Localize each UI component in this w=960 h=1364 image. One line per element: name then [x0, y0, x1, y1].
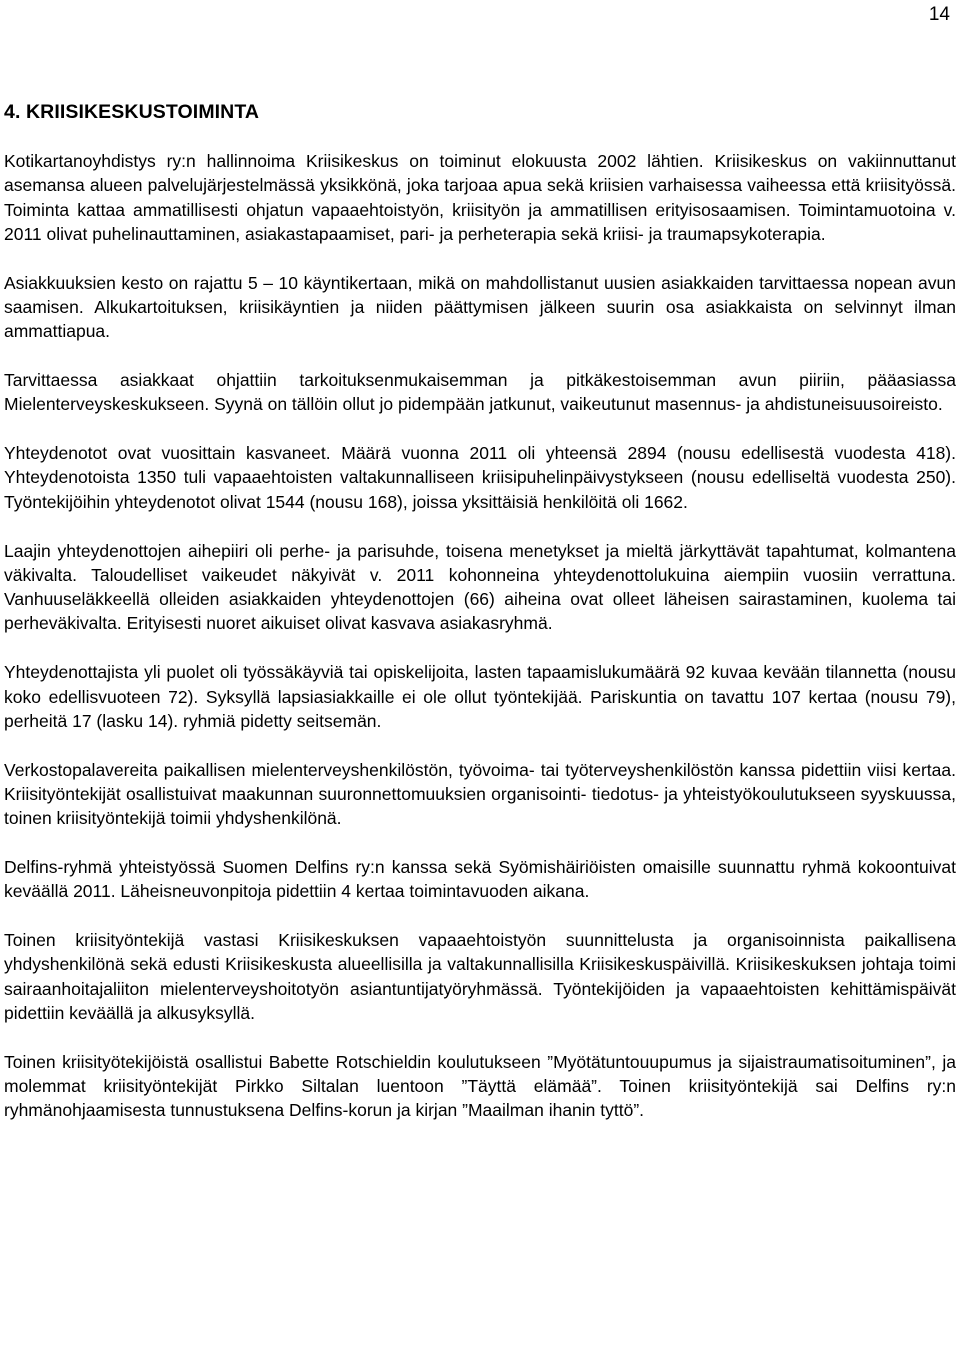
- paragraph-contact-counts: Yhteydenotot ovat vuosittain kasvaneet. Määrä vuonna 2011 oli yhteensä 2894 (nousu edellisestä vuodesta 418). Yhteydenotoista 1350 tuli vapaaehtoisten valtakunnalliseen kriisipuhelinpäivystykseen (nousu edelliseltä vuodesta 250). Työntekijöihin yhteydenotot olivat 1544 (nousu 168), joissa yksittäisiä henkilöitä oli 1662.: [4, 443, 956, 512]
- paragraph-network-meetings: Verkostopalavereita paikallisen mielenterveyshenkilöstön, työvoima- tai työterveyshenkilöstön kanssa pidettiin viisi kertaa. Kriisityöntekijät osallistuivat maakunnan suuronnettomuuksien organisointi- tiedotus- ja yhteistyökoulutukseen syyskuussa, toinen kriisityöntekijä toimii yhdyshenkilönä.: [4, 759, 956, 829]
- paragraph-training: Toinen kriisityötekijöistä osallistui Babette Rotschieldin koulutukseen ”Myötätuntouupumus ja sijaistraumatisoituminen”, ja molemmat kriisityöntekijät Pirkko Siltalan luentoon ”Täyttä elämää”. Toinen kriisityöntekijä sai Delfins ry:n ryhmänohjaamisesta tunnustuksena Delfins-korun ja kirjan ”Maailman ihanin tyttö”.: [4, 1051, 956, 1121]
- paragraph-volunteer-coordination: Toinen kriisityöntekijä vastasi Kriisikeskuksen vapaaehtoistyön suunnittelusta ja organisoinnista paikallisena yhdyshenkilönä sekä edusti Kriisikeskusta alueellisilla ja valtakunnallisilla Kriisikeskuspäivillä. Kriisikeskuksen johtaja toimi sairaanhoitajaliiton mielenterveyshoitotyön asiantuntijatyöryhmässä. Työntekijöiden ja vapaaehtoisten kehittämispäivät pidettiin keväällä ja alkusyksyllä.: [4, 930, 956, 1024]
- paragraph-contact-demographics: Yhteydenottajista yli puolet oli työssäkäyviä tai opiskelijoita, lasten tapaamislukumäärä 92 kuvaa kevään tilannetta (nousu koko edellisvuoteen 72). Syksyllä lapsiasiakkaille ei ole ollut työntekijää. Pariskuntia on tavattu 107 kertaa (nousu 79), perheitä 17 (lasku 14). ryhmiä pidetty seitsemän.: [4, 662, 956, 731]
- paragraph-contact-topics: Laajin yhteydenottojen aihepiiri oli perhe- ja parisuhde, toisena menetykset ja mieltä järkyttävät tapahtumat, kolmantena väkivalta. Taloudelliset vaikeudet näkyivät v. 2011 kohonneina yhteydenottolukuina aiempiin vuosiin verrattuna. Vanhuuseläkkeellä olleiden asiakkaiden yhteydenottojen (66) aiheina ovat olleet läheisen sairastaminen, kuolema tai perheväkivalta. Erityisesti nuoret aikuiset olivat kasvava asiakasryhmä.: [4, 540, 956, 634]
- page-number: 14: [928, 4, 950, 25]
- paragraph-delfins-group: Delfins-ryhmä yhteistyössä Suomen Delfins ry:n kanssa sekä Syömishäiriöisten omaisille suunnattu ryhmä kokoontuivat keväällä 2011. Läheisneuvonpitoja pidettiin 4 kertaa toimintavuoden aikana.: [4, 857, 956, 902]
- document-body: [4, 99, 956, 1123]
- paragraph-referrals: Tarvittaessa asiakkaat ohjattiin tarkoituksenmukaisemman ja pitkäkestoisemman avun piiriin, pääasiassa Mielenterveyskeskukseen. Syynä on tällöin ollut jo pidempään jatkunut, vaikeutunut masennus- ja ahdistuneisuusoireisto.: [4, 370, 956, 415]
- section-title: 4. KRIISIKESKUSTOIMINTA: [4, 101, 260, 123]
- paragraph-client-duration: Asiakkuuksien kesto on rajattu 5 – 10 käyntikertaan, mikä on mahdollistanut uusien asiakkaiden tarvittaessa nopean avun saamisen. Alkukartoituksen, kriisikäyntien ja niiden päättymisen jälkeen suurin osa asiakkaista on selvinnyt ilman ammattiapua.: [4, 272, 956, 342]
- paragraph-intro: Kotikartanoyhdistys ry:n hallinnoima Kriisikeskus on toiminut elokuusta 2002 lähtien. Kriisikeskus on vakiinnuttanut asemansa alueen palvelujärjestelmässä yksikkönä, joka tarjoaa apua sekä kriisien varhaisessa vaiheessa että kriisityössä. Toiminta kattaa ammatillisesti ohjatun vapaaehtoistyön, kriisityön ja ammatillisen erityisosaamisen. Toimintamuotoina v. 2011 olivat puhelinauttaminen, asiakastapaamiset, pari- ja perheterapia sekä kriisi- ja traumapsykoterapia.: [4, 151, 956, 244]
